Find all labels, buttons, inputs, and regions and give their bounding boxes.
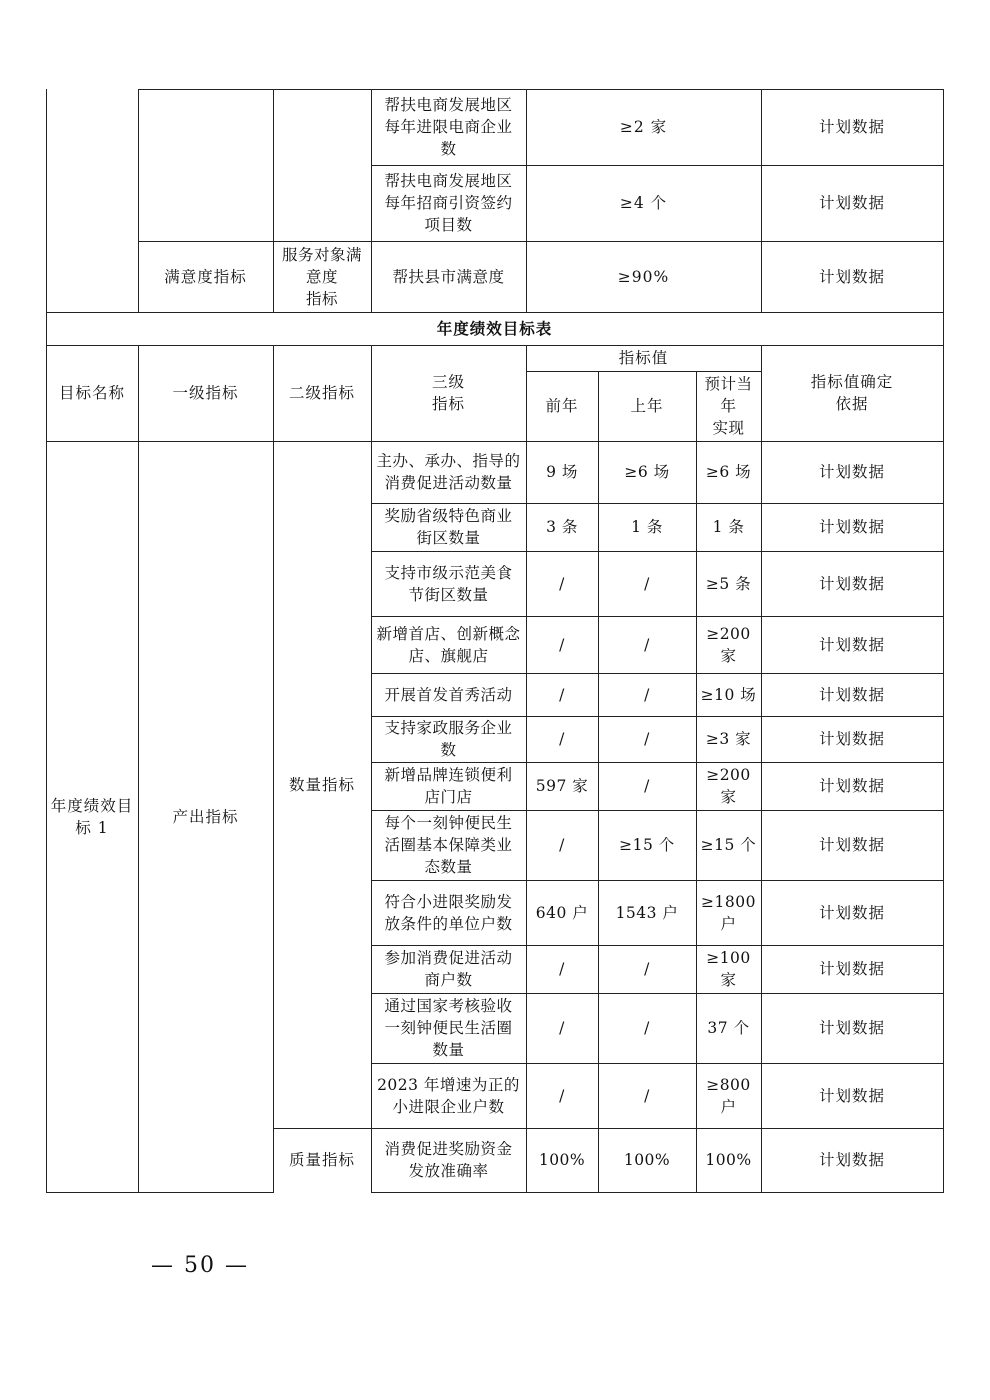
last-year-value: 1543 户 [615,903,679,922]
level2-indicator: 数量指标 [288,775,355,794]
expected-value: ≥10 场 [700,685,757,704]
indicator-basis: 计划数据 [818,267,885,286]
prev-year-value: / [559,1019,565,1037]
indicator-basis: 计划数据 [818,730,885,748]
level2-indicator: 质量指标 [288,1151,355,1169]
prev-year-value: 9 场 [546,463,578,481]
table-rule [46,1192,274,1193]
page-number: — 50 — [151,1252,249,1278]
table-rule [943,89,944,1193]
last-year-value: ≥15 个 [619,836,675,854]
last-year-value: / [644,574,650,593]
level3-indicator: 开展首发首秀活动 [384,685,513,704]
level1-indicator: 产出指标 [172,807,239,826]
indicator-basis: 计划数据 [818,1151,885,1169]
indicator-basis: 计划数据 [818,518,885,536]
level3-indicator: 通过国家考核验收 一刻钟便民生活圈 数量 [384,997,513,1059]
level3-indicator: 符合小进限奖励发 放条件的单位户数 [384,892,513,933]
last-year-value: / [644,777,650,795]
expected-value: ≥1800 户 [701,892,756,933]
header-expected: 预计当 年 实现 [704,375,753,437]
indicator-value: ≥90% [617,267,670,286]
last-year-value: / [644,730,650,748]
indicator-value: ≥2 家 [619,118,668,136]
prev-year-value: / [559,730,565,748]
prev-year-value: 640 户 [535,903,589,922]
goal-name: 年度绩效目 标 1 [50,796,134,837]
level2-indicator: 服务对象满 意度 指标 [281,245,362,308]
expected-value: ≥100 家 [706,949,751,989]
prev-year-value: / [559,836,565,854]
level3-indicator: 帮扶电商发展地区 每年进限电商企业 数 [384,96,513,158]
indicator-basis: 计划数据 [818,194,885,212]
last-year-value: 100% [623,1151,671,1169]
indicator-basis: 计划数据 [818,836,885,854]
indicator-basis: 计划数据 [818,574,885,593]
header-last-year: 上年 [630,397,664,415]
last-year-value: / [644,685,650,704]
indicator-basis: 计划数据 [818,960,885,978]
level3-indicator: 新增首店、创新概念 店、旗舰店 [376,624,521,665]
last-year-value: / [644,1019,650,1037]
indicator-basis: 计划数据 [818,1086,885,1105]
level1-indicator: 满意度指标 [164,267,247,286]
expected-value: ≥15 个 [700,836,757,854]
expected-value: ≥200 家 [706,766,751,806]
expected-value: ≥5 条 [705,574,752,593]
prev-year-value: 597 家 [535,777,589,795]
header-level1: 一级指标 [172,384,239,402]
last-year-value: 1 条 [631,518,663,536]
last-year-value: ≥6 场 [624,463,670,481]
prev-year-value: / [559,635,565,654]
expected-value: ≥200 家 [706,624,751,665]
indicator-basis: 计划数据 [818,903,885,922]
level3-indicator: 奖励省级特色商业 街区数量 [384,507,513,547]
expected-value: ≥6 场 [705,463,752,481]
indicator-basis: 计划数据 [818,463,885,481]
header-basis: 指标值确定 依据 [810,373,894,413]
indicator-basis: 计划数据 [818,118,885,136]
expected-value: ≥3 家 [705,730,752,748]
level3-indicator: 主办、承办、指导的 消费促进活动数量 [376,452,521,492]
indicator-basis: 计划数据 [818,777,885,795]
level3-indicator: 2023 年增速为正的 小进限企业户数 [377,1075,520,1116]
header-level2: 二级指标 [288,384,355,402]
last-year-value: / [644,960,650,978]
level3-indicator: 支持市级示范美食 节街区数量 [384,563,513,604]
section-title: 年度绩效目标表 [436,319,553,338]
level3-indicator: 新增品牌连锁便利 店门店 [384,766,513,806]
prev-year-value: 100% [538,1151,586,1169]
header-level3: 三级 指标 [431,373,465,413]
level3-indicator: 消费促进奖励资金 发放准确率 [384,1140,513,1180]
header-goal-name: 目标名称 [58,384,125,402]
last-year-value: / [644,635,650,654]
expected-value: ≥800 户 [706,1075,751,1116]
level3-indicator: 每个一刻钟便民生 活圈基本保障类业 态数量 [384,814,513,876]
indicator-basis: 计划数据 [818,635,885,654]
indicator-basis: 计划数据 [818,685,885,704]
expected-value: 37 个 [707,1019,750,1037]
prev-year-value: / [559,1086,565,1105]
level3-indicator: 参加消费促进活动 商户数 [384,949,513,989]
level3-indicator: 支持家政服务企业 数 [384,719,513,759]
last-year-value: / [644,1086,650,1105]
indicator-basis: 计划数据 [818,1019,885,1037]
table-rule [371,1192,944,1193]
indicator-value: ≥4 个 [619,194,668,212]
level3-indicator: 帮扶县市满意度 [392,267,505,286]
header-prev-year: 前年 [545,397,579,415]
prev-year-value: / [559,960,565,978]
header-indicator-value: 指标值 [618,349,669,367]
prev-year-value: 3 条 [546,518,578,536]
prev-year-value: / [559,574,565,593]
expected-value: 1 条 [712,518,745,536]
expected-value: 100% [705,1151,752,1169]
prev-year-value: / [559,685,565,704]
level3-indicator: 帮扶电商发展地区 每年招商引资签约 项目数 [384,172,513,234]
